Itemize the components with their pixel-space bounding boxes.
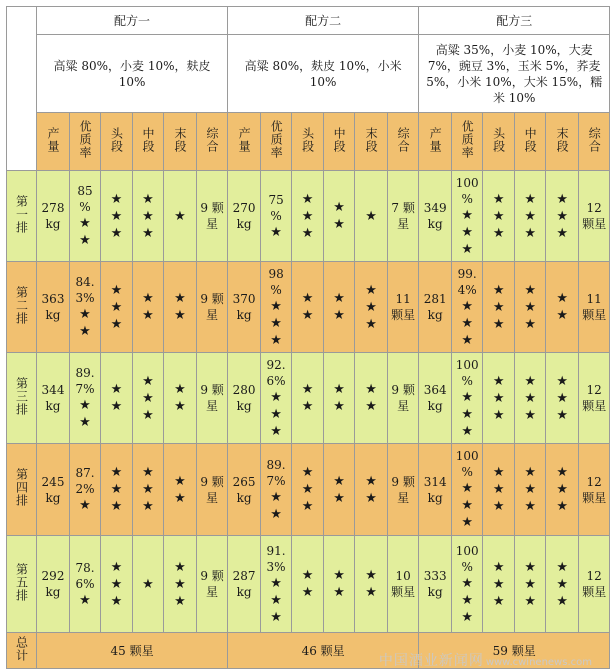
table-body [7, 171, 610, 633]
row-label: 第一排 [7, 171, 37, 262]
yield-cell: 270 kg [228, 171, 261, 262]
formula-3-total: 59 颗星 [419, 633, 610, 669]
mid-stars-cell: ★ ★ [324, 353, 355, 444]
subheader-tail: 末段 [546, 113, 579, 171]
total-cell: 9 颗星 [388, 444, 419, 536]
yield-cell: 314 kg [419, 444, 452, 536]
quality-rate-cell: 87. 2% ★ [70, 444, 101, 536]
total-cell: 9 颗星 [197, 262, 228, 353]
formula-2-header: 配方二 [228, 7, 419, 35]
tail-stars-cell: ★ ★ ★ [546, 353, 579, 444]
yield-cell: 292 kg [37, 536, 70, 633]
formula-1-header: 配方一 [37, 7, 228, 35]
head-stars-cell: ★ ★ [101, 353, 133, 444]
quality-rate-cell: 89. 7% ★ ★ [261, 444, 292, 536]
formula-3-header: 配方三 [419, 7, 610, 35]
head-stars-cell: ★ ★ ★ [101, 444, 133, 536]
yield-cell: 363 kg [37, 262, 70, 353]
table-row [7, 536, 610, 633]
head-stars-cell: ★ ★ [292, 353, 324, 444]
subheader-head: 头段 [101, 113, 133, 171]
total-cell: 11 颗星 [388, 262, 419, 353]
total-cell: 12 颗星 [579, 444, 610, 536]
total-cell: 11 颗星 [579, 262, 610, 353]
subheader-total: 综合 [388, 113, 419, 171]
tail-stars-cell: ★ ★ [164, 353, 197, 444]
subheader-mid: 中段 [324, 113, 355, 171]
subheader-tail: 末段 [164, 113, 197, 171]
mid-stars-cell: ★ ★ [133, 262, 164, 353]
table-row [7, 262, 610, 353]
tail-stars-cell: ★ ★ [164, 262, 197, 353]
watermark [379, 650, 592, 670]
mid-stars-cell: ★ [133, 536, 164, 633]
tail-stars-cell: ★ ★ [164, 444, 197, 536]
subheader-mid: 中段 [515, 113, 546, 171]
quality-rate-cell: 99. 4% ★ ★ ★ [452, 262, 483, 353]
tail-stars-cell: ★ ★ [355, 536, 388, 633]
yield-cell: 344 kg [37, 353, 70, 444]
mid-stars-cell: ★ ★ ★ [515, 353, 546, 444]
total-cell: 9 颗星 [388, 353, 419, 444]
subheader-yield: 产量 [37, 113, 70, 171]
subheader-yield: 产量 [228, 113, 261, 171]
head-stars-cell: ★ ★ ★ [292, 444, 324, 536]
yield-cell: 278 kg [37, 171, 70, 262]
watermark-text: 中国酒业新闻网 [378, 653, 484, 669]
yield-cell: 281 kg [419, 262, 452, 353]
table-row [7, 444, 610, 536]
yield-cell: 364 kg [419, 353, 452, 444]
total-cell: 9 颗星 [197, 171, 228, 262]
head-stars-cell: ★ ★ ★ [101, 262, 133, 353]
corner-cell [7, 7, 37, 171]
total-cell: 12 颗星 [579, 171, 610, 262]
mid-stars-cell: ★ ★ [324, 536, 355, 633]
row-label: 第三排 [7, 353, 37, 444]
head-stars-cell: ★ ★ [292, 536, 324, 633]
tail-stars-cell: ★ ★ ★ [546, 536, 579, 633]
yield-cell: 370 kg [228, 262, 261, 353]
quality-rate-cell: 100 % ★ ★ ★ [452, 171, 483, 262]
tail-stars-cell: ★ ★ [355, 353, 388, 444]
quality-rate-cell: 75 % ★ [261, 171, 292, 262]
mid-stars-cell: ★ ★ ★ [515, 262, 546, 353]
tail-stars-cell: ★ [164, 171, 197, 262]
subheader-head: 头段 [292, 113, 324, 171]
head-stars-cell: ★ ★ ★ [101, 171, 133, 262]
total-cell: 9 颗星 [197, 444, 228, 536]
yield-cell: 287 kg [228, 536, 261, 633]
formula-2-ingredients: 高粱 80%，麸皮 10%，小米 10% [228, 35, 419, 113]
yield-cell: 333 kg [419, 536, 452, 633]
tail-stars-cell: ★ ★ [546, 262, 579, 353]
mid-stars-cell: ★ ★ ★ [133, 171, 164, 262]
subheader-yield: 产量 [419, 113, 452, 171]
formula-comparison-table [6, 6, 610, 669]
quality-rate-cell: 98 % ★ ★ ★ [261, 262, 292, 353]
row-label: 第四排 [7, 444, 37, 536]
yield-cell: 280 kg [228, 353, 261, 444]
subheader-rate: 优质率 [261, 113, 292, 171]
head-stars-cell: ★ ★ ★ [483, 536, 515, 633]
head-stars-cell: ★ ★ ★ [101, 536, 133, 633]
total-cell: 12 颗星 [579, 353, 610, 444]
mid-stars-cell: ★ ★ [324, 171, 355, 262]
head-stars-cell: ★ ★ [292, 262, 324, 353]
total-cell: 10 颗星 [388, 536, 419, 633]
yield-cell: 349 kg [419, 171, 452, 262]
mid-stars-cell: ★ ★ [324, 444, 355, 536]
tail-stars-cell: ★ [355, 171, 388, 262]
tail-stars-cell: ★ ★ ★ [546, 171, 579, 262]
quality-rate-cell: 100 % ★ ★ ★ [452, 444, 483, 536]
formula-3-ingredients: 高粱 35%，小麦 10%，大麦 7%，豌豆 3%，玉米 5%，荞麦 5%，小米 10%，大米 15%，糯米 10% [419, 35, 610, 113]
subheader-total: 综合 [197, 113, 228, 171]
total-label: 总计 [7, 633, 37, 669]
yield-cell: 265 kg [228, 444, 261, 536]
head-stars-cell: ★ ★ ★ [292, 171, 324, 262]
total-cell: 9 颗星 [197, 536, 228, 633]
head-stars-cell: ★ ★ ★ [483, 444, 515, 536]
total-cell: 12 颗星 [579, 536, 610, 633]
quality-rate-cell: 100 % ★ ★ ★ [452, 536, 483, 633]
subheader-rate: 优质率 [452, 113, 483, 171]
formula-2-total: 46 颗星 [228, 633, 419, 669]
row-label: 第五排 [7, 536, 37, 633]
head-stars-cell: ★ ★ ★ [483, 262, 515, 353]
tail-stars-cell: ★ ★ ★ [164, 536, 197, 633]
quality-rate-cell: 100 % ★ ★ ★ [452, 353, 483, 444]
table-row [7, 171, 610, 262]
quality-rate-cell: 78. 6% ★ [70, 536, 101, 633]
tail-stars-cell: ★ ★ [355, 444, 388, 536]
yield-cell: 245 kg [37, 444, 70, 536]
mid-stars-cell: ★ ★ ★ [515, 171, 546, 262]
total-cell: 9 颗星 [197, 353, 228, 444]
mid-stars-cell: ★ ★ ★ [515, 536, 546, 633]
total-cell: 7 颗星 [388, 171, 419, 262]
subheader-row [7, 113, 610, 171]
mid-stars-cell: ★ ★ ★ [515, 444, 546, 536]
quality-rate-cell: 84. 3% ★ ★ [70, 262, 101, 353]
subheader-total: 综合 [579, 113, 610, 171]
quality-rate-cell: 91. 3% ★ ★ ★ [261, 536, 292, 633]
subheader-rate: 优质率 [70, 113, 101, 171]
mid-stars-cell: ★ ★ [324, 262, 355, 353]
subheader-tail: 末段 [355, 113, 388, 171]
quality-rate-cell: 89. 7% ★ ★ [70, 353, 101, 444]
formula-1-ingredients: 高粱 80%，小麦 10%，麸皮 10% [37, 35, 228, 113]
subheader-head: 头段 [483, 113, 515, 171]
tail-stars-cell: ★ ★ ★ [355, 262, 388, 353]
watermark-url: www.cwinenews.com [485, 657, 592, 668]
quality-rate-cell: 85 % ★ ★ [70, 171, 101, 262]
mid-stars-cell: ★ ★ ★ [133, 353, 164, 444]
row-label: 第二排 [7, 262, 37, 353]
subheader-mid: 中段 [133, 113, 164, 171]
head-stars-cell: ★ ★ ★ [483, 353, 515, 444]
head-stars-cell: ★ ★ ★ [483, 171, 515, 262]
formula-1-total: 45 颗星 [37, 633, 228, 669]
mid-stars-cell: ★ ★ ★ [133, 444, 164, 536]
quality-rate-cell: 92. 6% ★ ★ ★ [261, 353, 292, 444]
tail-stars-cell: ★ ★ ★ [546, 444, 579, 536]
table-row [7, 353, 610, 444]
